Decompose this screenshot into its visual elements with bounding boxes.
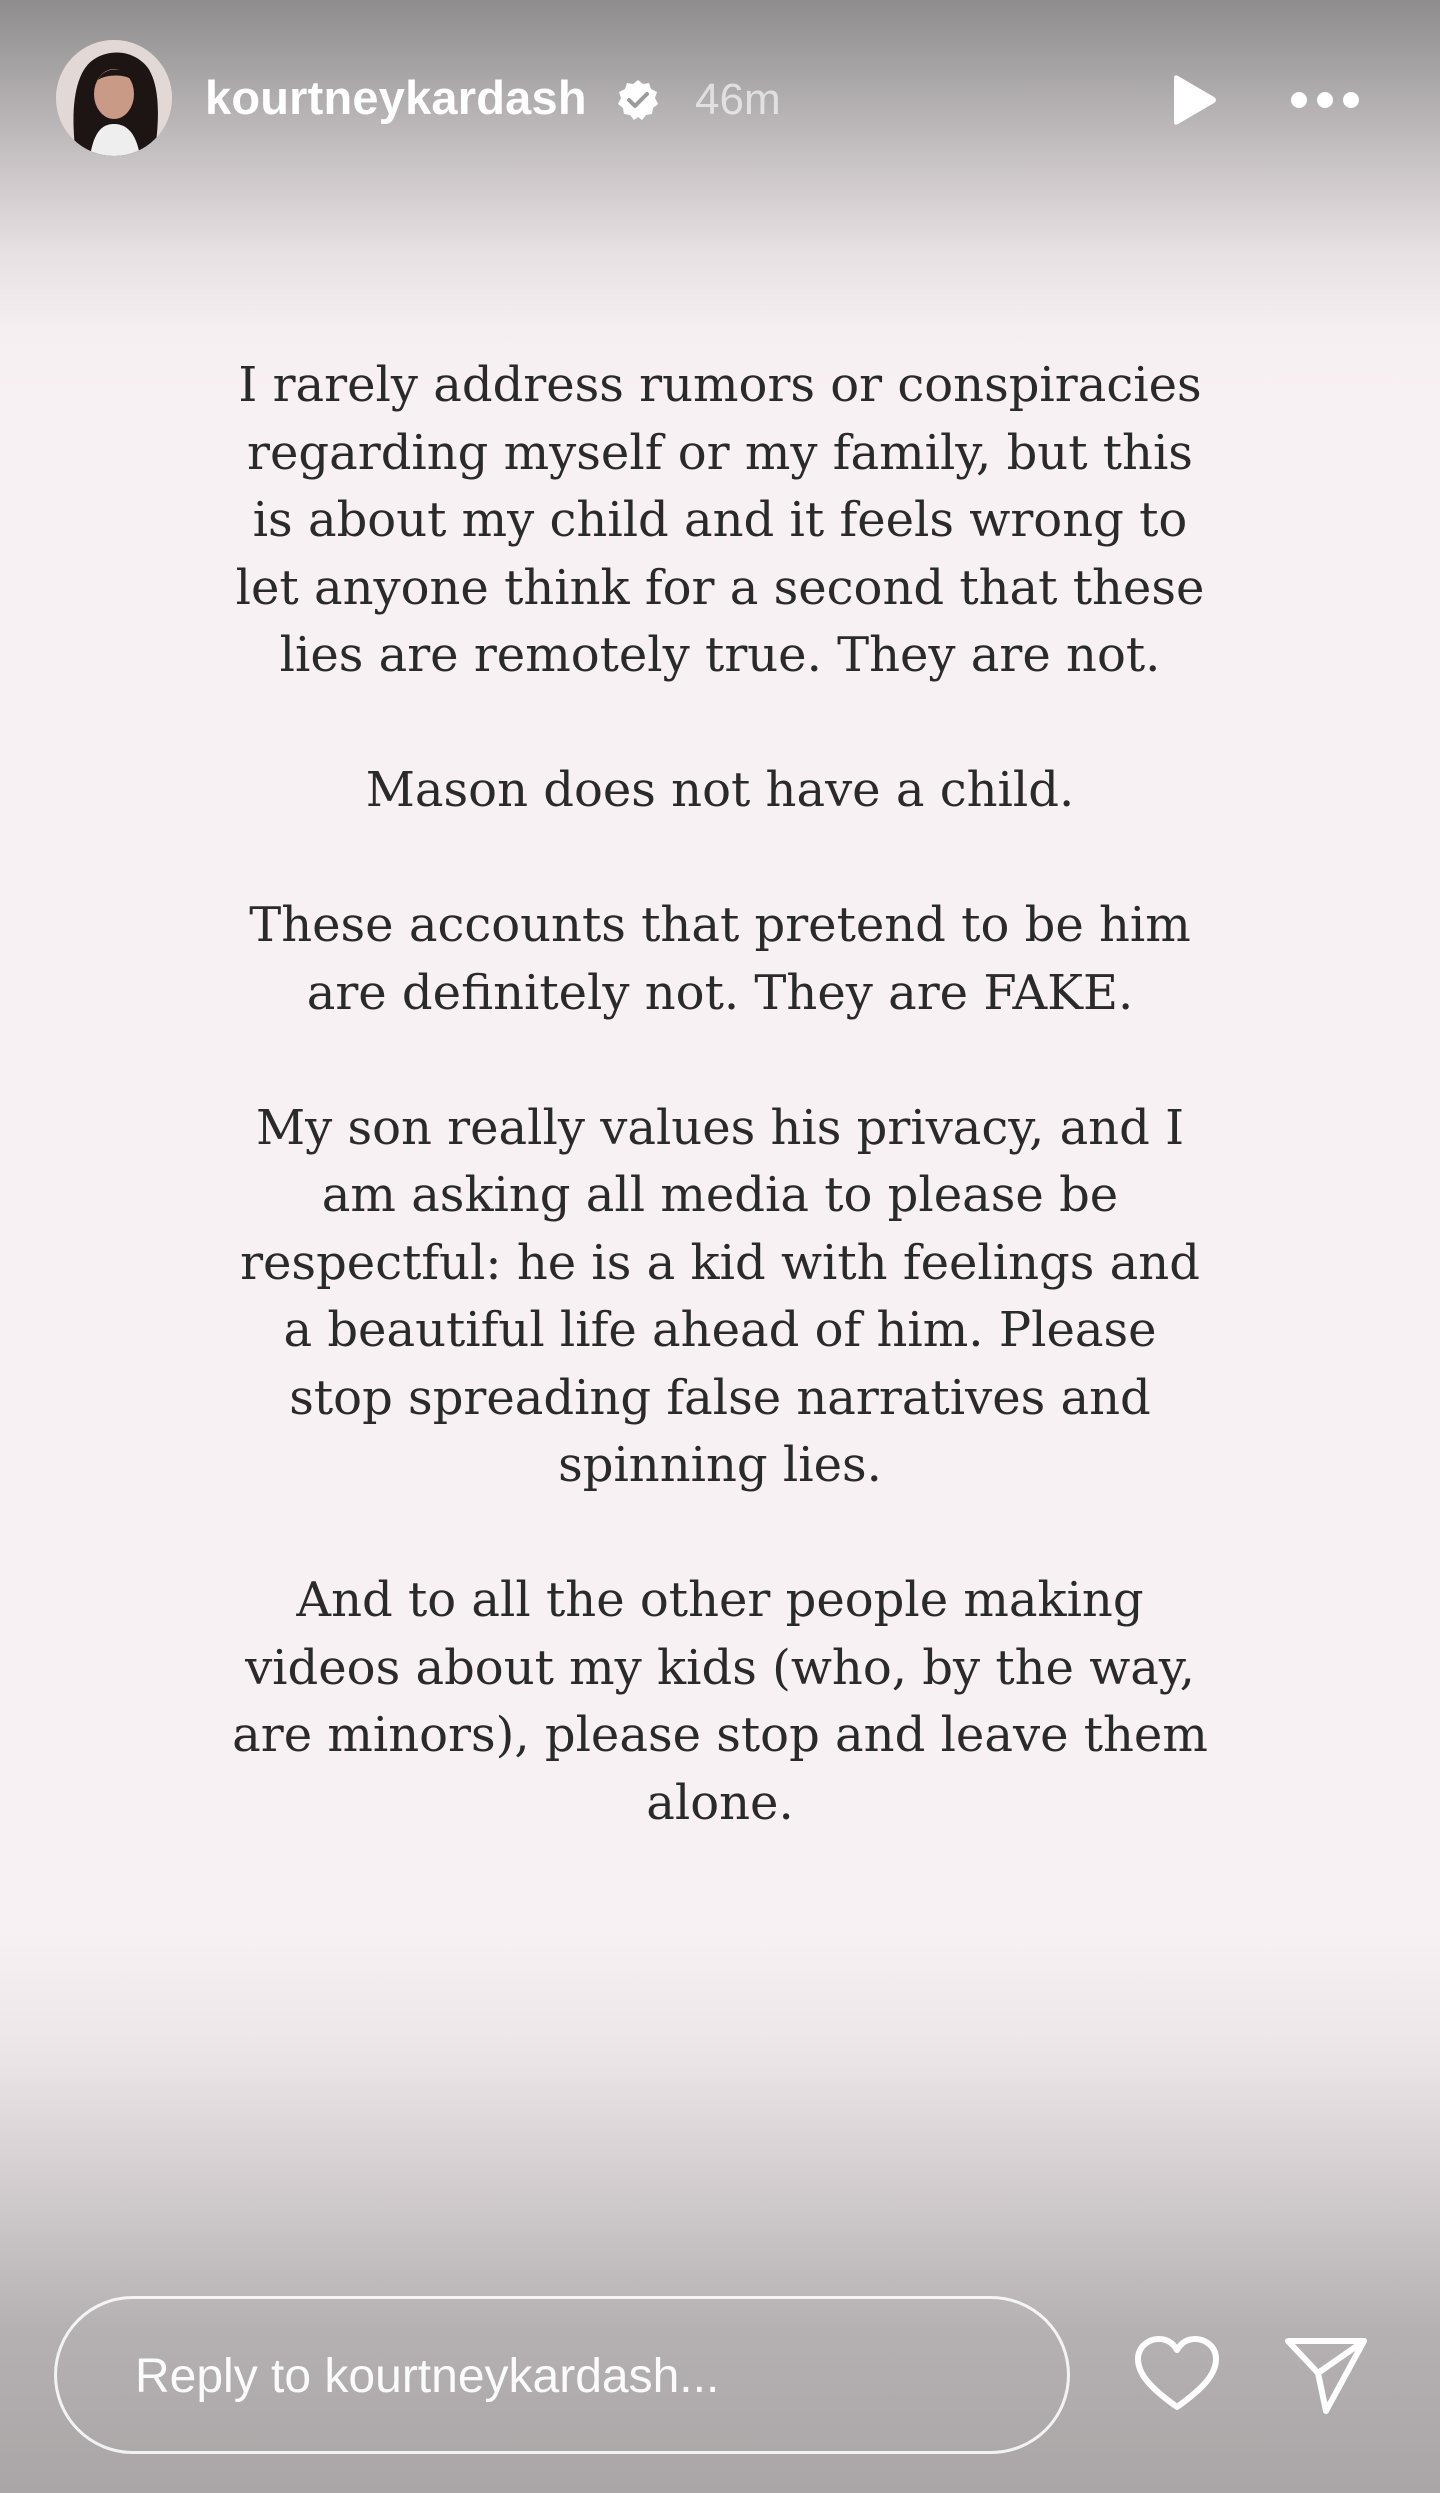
paragraph-no-child: Mason does not have a child. — [365, 762, 1075, 818]
story-text — [230, 352, 1210, 1837]
paragraph-privacy: My son really values his privacy, and I am asking all media to please be respectful: he is a kid with feelings and a beautiful life ahead of him. Please stop spreading false narratives and spinning lies. — [240, 1099, 1200, 1493]
play-icon[interactable] — [1162, 70, 1222, 130]
more-options-icon[interactable] — [1285, 80, 1365, 120]
story-header — [0, 0, 1440, 200]
paragraph-fake-accounts: These accounts that pretend to be him are definitely not. They are FAKE. — [249, 897, 1191, 1021]
send-icon[interactable] — [1282, 2333, 1370, 2417]
post-time: 46m — [695, 75, 781, 124]
reply-input[interactable] — [54, 2296, 1070, 2454]
paragraph-rumors: I rarely address rumors or conspiracies regarding myself or my family, but this is about my child and it feels wrong to let anyone think for a second that these lies are remotely true. They are not. — [235, 357, 1205, 683]
reply-placeholder: Reply to kourtneykardash... — [135, 2350, 720, 2403]
paragraph-leave-alone: And to all the other people making videos about my kids (who, by the way, are minors), please stop and leave them alone. — [232, 1572, 1208, 1831]
username[interactable]: kourtneykardash — [205, 71, 587, 124]
verified-badge-icon — [616, 78, 660, 122]
avatar[interactable] — [56, 40, 172, 156]
heart-icon[interactable] — [1132, 2333, 1222, 2413]
